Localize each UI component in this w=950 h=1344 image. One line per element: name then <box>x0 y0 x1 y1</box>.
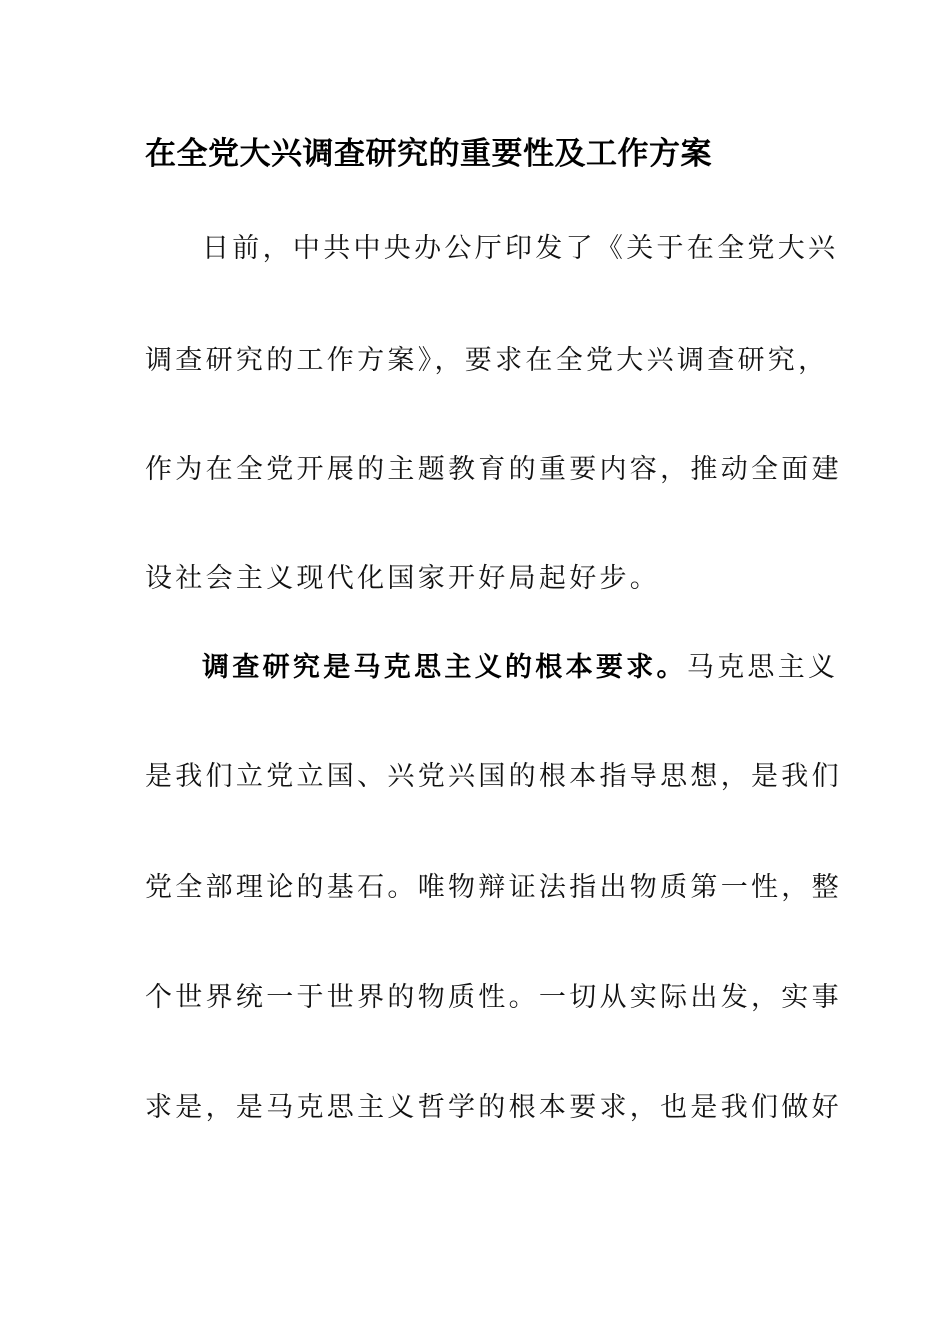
paragraph2-lead-bold: 调查研究是马克思主义的根本要求。 <box>202 652 687 683</box>
document-title: 在全党大兴调查研究的重要性及工作方案 <box>145 136 712 172</box>
paragraph1-line-3: 作为在全党开展的主题教育的重要内容，推动全面建 <box>145 454 842 485</box>
paragraph1-line-4: 设社会主义现代化国家开好局起好步。 <box>145 563 661 594</box>
paragraph1-line-2: 调查研究的工作方案》，要求在全党大兴调查研究， <box>145 345 829 376</box>
paragraph2-line-3: 党全部理论的基石。唯物辩证法指出物质第一性，整 <box>145 872 842 903</box>
paragraph2-line-5: 求是，是马克思主义哲学的根本要求，也是我们做好 <box>145 1092 842 1123</box>
paragraph2-line-2: 是我们立党立国、兴党兴国的根本指导思想，是我们 <box>145 761 842 792</box>
paragraph1-line-1: 日前，中共中央办公厅印发了《关于在全党大兴 <box>202 233 839 264</box>
paragraph2-line-1 <box>202 646 839 690</box>
paragraph2-lead-rest: 马克思主义 <box>686 652 839 683</box>
paragraph2-line-4: 个世界统一于世界的物质性。一切从实际出发，实事 <box>145 982 842 1013</box>
